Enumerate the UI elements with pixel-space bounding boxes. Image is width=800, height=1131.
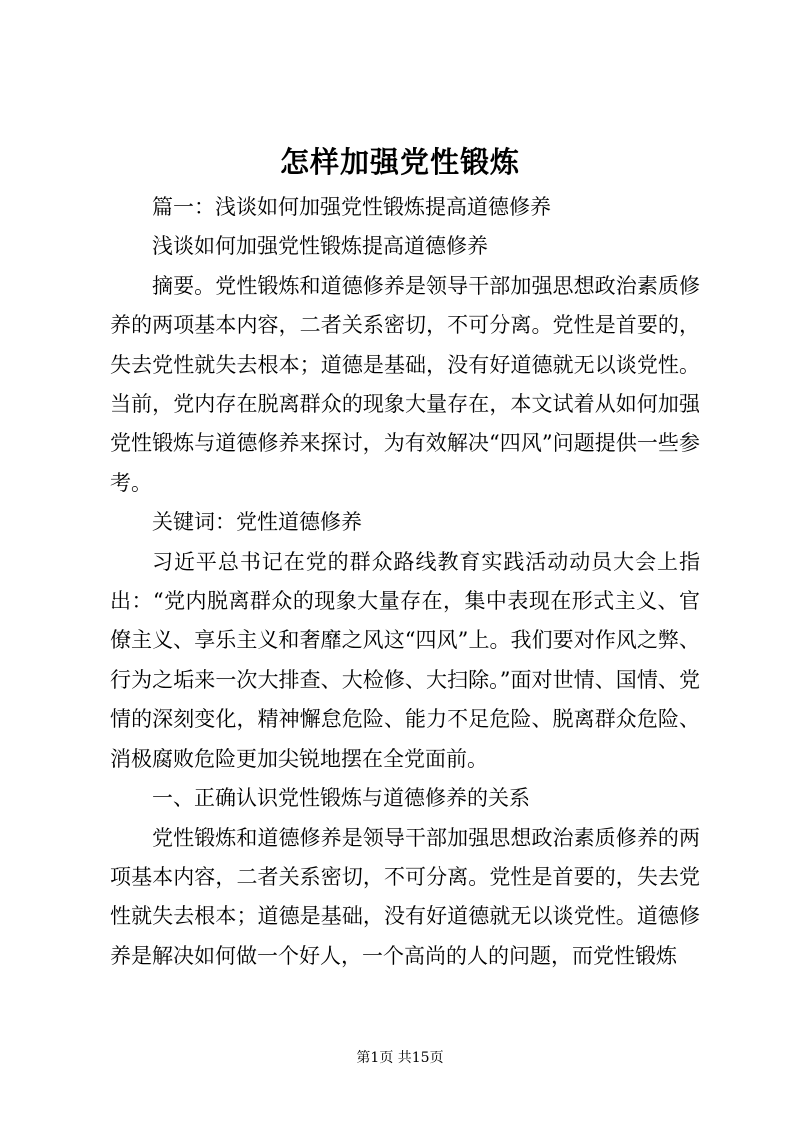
section-heading: 篇一：浅谈如何加强党性锻炼提高道德修养 (152, 195, 551, 219)
subsection-heading: 一、正确认识党性锻炼与道德修养的关系 (152, 786, 530, 811)
body-paragraph: 党性锻炼和道德修养是领导干部加强思想政治素质修养的两项基本内容，二者关系密切，不可分离。党性是首要的，失去党性就失去根本；道德是基础，没有好道德就无以谈党性。道德修养是解决如何做一个好人，一个高尚的人的问题，而党性锻炼 (110, 825, 700, 968)
body-paragraph: 习近平总书记在党的群众路线教育实践活动动员大会上指出：“党内脱离群众的现象大量存在，集中表现在形式主义、官僚主义、享乐主义和奢靡之风这“四风”上。我们要对作风之弊、行为之垢来一次大排查、大检修、大扫除。”面对世情、国情、党情的深刻变化，精神懈怠危险、能力不足危险、脱离群众危险、消极腐败危险更加尖锐地摆在全党面前。 (110, 549, 700, 771)
document-body (110, 188, 700, 976)
keywords-line: 关键词：党性道德修养 (152, 510, 362, 535)
page-footer: 第1页 共15页 (356, 1050, 444, 1066)
abstract-paragraph: 摘要。党性锻炼和道德修养是领导干部加强思想政治素质修养的两项基本内容，二者关系密切，不可分离。党性是首要的，失去党性就失去根本；道德是基础，没有好道德就无以谈党性。当前，党内存在脱离群众的现象大量存在，本文试着从如何加强党性锻炼与道德修养来探讨，为有效解决“四风”问题提供一些参考。 (110, 273, 700, 495)
document-title: 怎样加强党性锻炼 (279, 145, 520, 179)
article-title: 浅谈如何加强党性锻炼提高道德修养 (152, 234, 488, 259)
